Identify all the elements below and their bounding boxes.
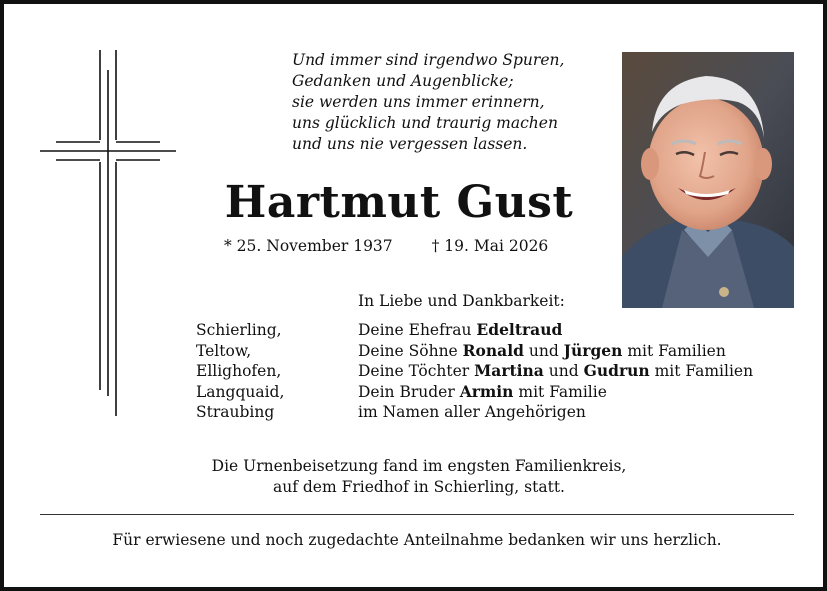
portrait-illustration	[622, 52, 794, 308]
poem-line: und uns nie vergessen lassen.	[292, 135, 528, 153]
family-row	[196, 402, 753, 423]
burial-notice	[104, 456, 734, 498]
poem	[292, 50, 612, 155]
family-text: Deine Söhne Ronald und Jürgen mit Familien	[358, 340, 726, 360]
poem-line: Gedanken und Augenblicke;	[292, 72, 514, 90]
death-date: † 19. Mai 2026	[431, 237, 549, 255]
portrait-photo	[622, 52, 794, 308]
birth-date: * 25. November 1937	[224, 237, 393, 255]
deceased-name: Hartmut Gust	[224, 177, 574, 228]
family-place: Ellighofen,	[196, 362, 282, 380]
family-row	[196, 382, 753, 403]
family-row	[196, 341, 753, 362]
poem-line: sie werden uns immer erinnern,	[292, 93, 545, 111]
family-row	[196, 320, 753, 341]
family-name: Gudrun	[583, 361, 650, 380]
family-place: Schierling,	[196, 321, 282, 339]
burial-line: Die Urnenbeisetzung fand im engsten Familienkreis,	[211, 457, 627, 475]
family-text: Dein Bruder Armin mit Familie	[358, 381, 607, 401]
family-text: Deine Töchter Martina und Gudrun mit Familien	[358, 361, 754, 380]
family-name: Armin	[459, 381, 514, 401]
thanks-heading: In Liebe und Dankbarkeit:	[358, 292, 565, 310]
family-place: Langquaid,	[196, 382, 285, 401]
footer-thanks: Für erwiesene und noch zugedachte Anteilnahme bedanken wir uns herzlich.	[112, 531, 722, 549]
family-place: Straubing	[196, 403, 275, 421]
poem-line: Und immer sind irgendwo Spuren,	[292, 51, 565, 69]
poem-line: uns glücklich und traurig machen	[292, 114, 558, 132]
divider	[40, 514, 794, 515]
family-name: Martina	[474, 361, 544, 380]
family-text: im Namen aller Angehörigen	[358, 403, 586, 421]
family-name: Edeltraud	[476, 320, 563, 339]
family-name: Jürgen	[563, 340, 623, 360]
burial-line: auf dem Friedhof in Schierling, statt.	[273, 478, 565, 496]
family-list	[196, 320, 753, 423]
family-place: Teltow,	[196, 341, 252, 360]
family-text: Deine Ehefrau Edeltraud	[358, 320, 563, 339]
life-dates	[224, 236, 548, 256]
family-name: Ronald	[462, 340, 524, 360]
cross-icon	[38, 50, 178, 416]
family-row	[196, 361, 753, 382]
